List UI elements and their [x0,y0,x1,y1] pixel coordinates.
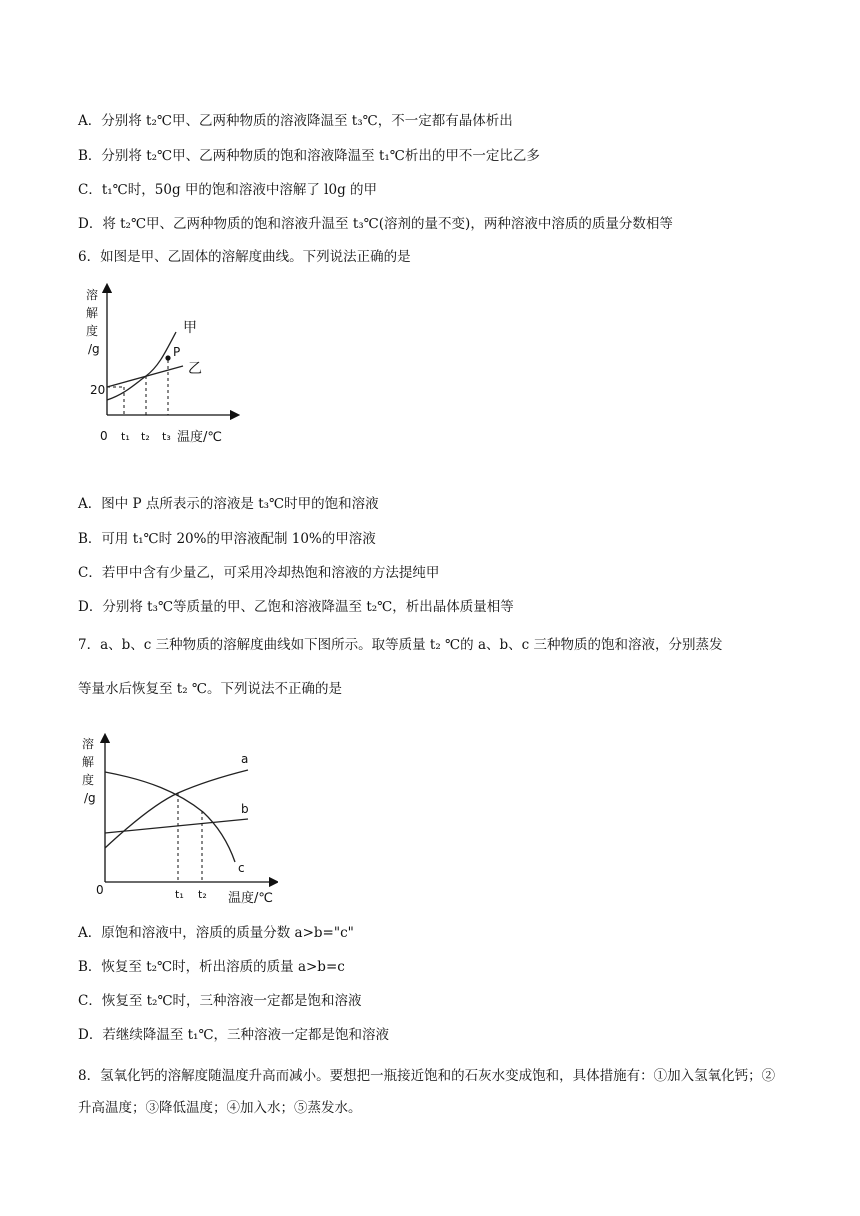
q6-origin: 0 [100,429,108,443]
q5-option-a: A．分别将 t₂℃甲、乙两种物质的溶液降温至 t₃℃，不一定都有晶体析出 [78,113,513,129]
q7-x-tick-t1: t₁ [175,888,184,901]
q6-point-p [165,355,170,360]
q6-y-label-4: /g [88,342,100,356]
q7-y-label-2: 解 [82,755,95,769]
q7-origin: 0 [96,883,104,897]
q7-label-b: b [241,802,249,816]
q6-curve-yi [107,366,183,387]
q6-x-tick-t1: t₁ [121,430,130,443]
q7-option-a: A．原饱和溶液中，溶质的质量分数 a>b="c" [78,925,354,941]
q5-option-b: B．分别将 t₂℃甲、乙两种物质的饱和溶液降温至 t₁℃析出的甲不一定比乙多 [78,148,540,164]
q6-label-yi: 乙 [188,361,202,377]
q7-curve-b [105,819,248,833]
q6-solubility-figure [80,280,240,450]
q6-option-c: C．若甲中含有少量乙，可采用冷却热饱和溶液的方法提纯甲 [78,565,440,581]
q6-x-tick-t3: t₃ [162,430,171,443]
q6-option-b: B．可用 t₁℃时 20%的甲溶液配制 10%的甲溶液 [78,531,376,547]
q7-curve-c [105,772,235,862]
q6-y-label-1: 溶 [86,288,99,302]
q6-label-jia: 甲 [183,320,197,336]
q7-curve-a [105,770,248,848]
q7-y-label-4: /g [84,791,96,805]
q7-option-b: B．恢复至 t₂℃时，析出溶质的质量 a>b=c [78,959,345,975]
q5-option-d: D．将 t₂℃甲、乙两种物质的饱和溶液升温至 t₃℃(溶剂的量不变)，两种溶液中溶质的质量分数相等 [78,216,673,232]
q6-x-label: 温度/℃ [177,430,222,445]
q6-point-p-label: P [173,345,181,359]
q7-y-label-1: 溶 [82,737,95,751]
q7-stem-line-2: 等量水后恢复至 t₂ ℃。下列说法不正确的是 [78,681,343,697]
q7-solubility-figure [78,730,278,910]
q6-option-d: D．分别将 t₃℃等质量的甲、乙饱和溶液降温至 t₂℃，析出晶体质量相等 [78,599,514,615]
q6-y-label-2: 解 [86,306,99,320]
q7-stem-line-1: 7．a、b、c 三种物质的溶解度曲线如下图所示。取等质量 t₂ ℃的 a、b、c 三种物质的饱和溶液，分别蒸发 [78,637,723,653]
q6-x-tick-t2: t₂ [141,430,150,443]
q7-label-c: c [238,861,245,875]
q7-x-tick-t2: t₂ [198,888,207,901]
q5-option-c: C．t₁℃时，50g 甲的饱和溶液中溶解了 l0g 的甲 [78,182,378,198]
q7-x-label: 温度/℃ [228,891,273,906]
q6-y-label-3: 度 [86,324,99,338]
q7-y-label-3: 度 [82,773,95,787]
q6-y-tick-20: 20 [90,383,106,397]
q6-stem: 6．如图是甲、乙固体的溶解度曲线。下列说法正确的是 [78,249,411,265]
q7-label-a: a [241,752,249,766]
q7-option-d: D．若继续降温至 t₁℃，三种溶液一定都是饱和溶液 [78,1027,390,1043]
q6-curve-jia [107,332,176,400]
q6-option-a: A．图中 P 点所表示的溶液是 t₃℃时甲的饱和溶液 [78,496,379,512]
q8-stem: 8．氢氧化钙的溶解度随温度升高而减小。要想把一瓶接近饱和的石灰水变成饱和，具体措施有：①加入氢氧化钙；②升高温度；③降低温度；④加入水；⑤蒸发水。 [78,1068,776,1116]
q7-option-c: C．恢复至 t₂℃时，三种溶液一定都是饱和溶液 [78,993,362,1009]
